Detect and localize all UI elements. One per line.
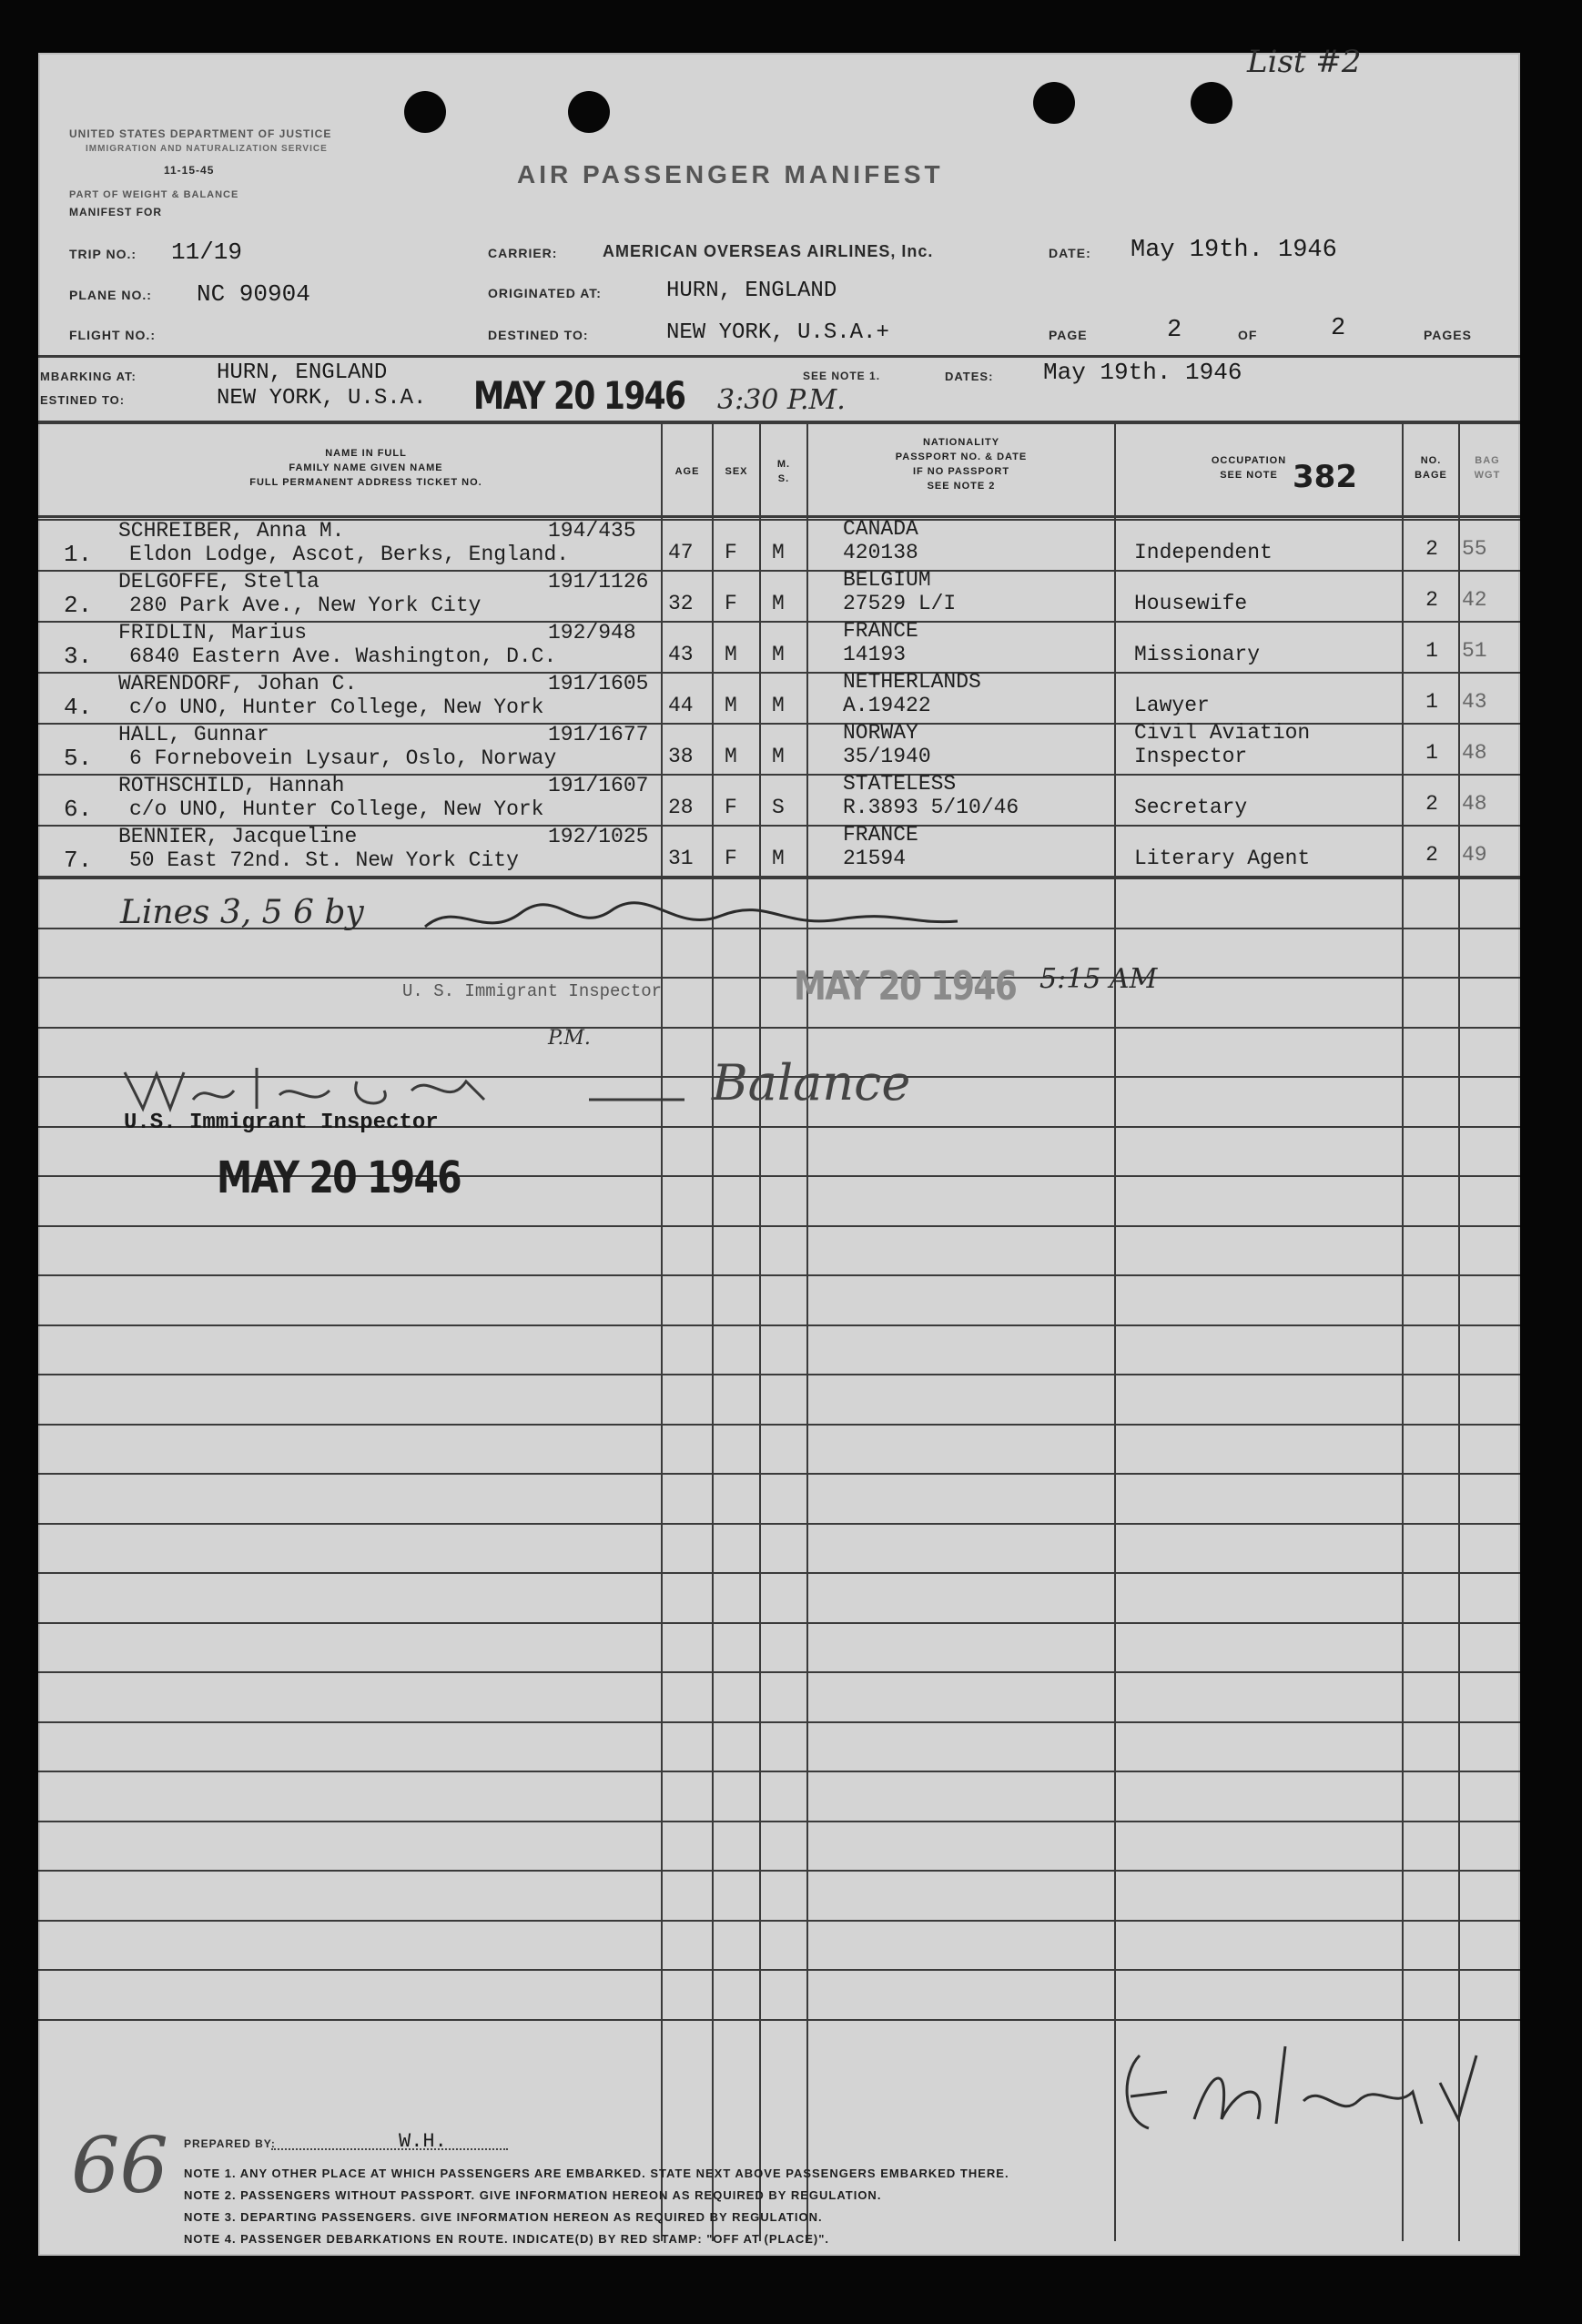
inspector-signature-top (421, 899, 967, 945)
page-label: PAGE (1049, 328, 1088, 342)
manifest-sheet (38, 44, 1520, 2256)
baggage-count-cell: 1 (1425, 690, 1438, 714)
permanent-address: 50 East 72nd. St. New York City (129, 848, 519, 872)
baggage-column-header (1404, 453, 1458, 482)
archive-number-handwriting: 66 (71, 2121, 168, 2210)
occupation-cell: Literary Agent (1134, 847, 1311, 870)
nationality-header-line: PASSPORT NO. & DATE (895, 452, 1028, 462)
column-divider (1458, 421, 1460, 2241)
permanent-address: 6840 Eastern Ave. Washington, D.C. (129, 644, 557, 668)
baggage-count-cell: 2 (1425, 843, 1438, 867)
column-divider (1402, 421, 1404, 2241)
pages-label: PAGES (1424, 328, 1472, 342)
passport-cell: 14193 (843, 643, 907, 666)
row-number: 3. (64, 643, 93, 670)
of-label: OF (1238, 328, 1258, 342)
age-cell: 43 (668, 643, 694, 666)
nationality-cell: STATELESS (843, 772, 957, 796)
plane-no-value: NC 90904 (197, 280, 310, 308)
punch-hole (568, 91, 610, 133)
marital-column-header (761, 457, 806, 486)
sex-cell: F (725, 592, 737, 615)
sex-cell: F (725, 796, 737, 819)
weight-header-line: WGT (1474, 470, 1501, 481)
note-2: NOTE 2. PASSENGERS WITHOUT PASSPORT. GIVE INFORMATION HEREON AS REQUIRED BY REGULATION. (184, 2188, 882, 2202)
prepared-by-label: PREPARED BY: (184, 2137, 276, 2150)
name-header-line: FAMILY NAME GIVEN NAME (289, 462, 443, 473)
punch-hole (1191, 82, 1232, 124)
baggage-weight-cell: 49 (1462, 843, 1487, 867)
name-header-line: NAME IN FULL (325, 448, 407, 459)
marital-status-cell: M (772, 694, 785, 717)
table-rule (38, 1771, 1520, 1772)
family-given-name: FRIDLIN, Marius (118, 621, 308, 644)
inspection-stamp-bottom: MAY 20 1946 (217, 1152, 461, 1203)
baggage-count-cell: 2 (1425, 588, 1438, 612)
see-note-1-label: SEE NOTE 1. (803, 370, 881, 382)
marital-header-line: S. (777, 473, 790, 484)
list-number-handwriting: List #2 (1247, 44, 1362, 80)
baggage-weight-cell: 51 (1462, 639, 1487, 663)
ticket-number: 191/1607 (548, 774, 649, 797)
originated-at-value: HURN, ENGLAND (666, 279, 837, 303)
table-rule (38, 1523, 1520, 1525)
note-1: NOTE 1. ANY OTHER PLACE AT WHICH PASSENGERS ARE EMBARKED. STATE NEXT ABOVE PASSENGERS EMBARKED THERE. (184, 2167, 1009, 2180)
sex-cell: M (725, 643, 737, 666)
destined-to-2-label: ESTINED TO: (40, 393, 126, 407)
table-rule (38, 1572, 1520, 1574)
trip-no-value: 11/19 (171, 238, 243, 266)
embarking-at-label: MBARKING AT: (40, 370, 137, 383)
date-value: May 19th. 1946 (1131, 237, 1337, 264)
page-value: 2 (1167, 317, 1182, 344)
nationality-cell: FRANCE (843, 823, 918, 847)
form-title: AIR PASSENGER MANIFEST (517, 160, 944, 188)
occupation-header-line: OCCUPATION (1211, 455, 1287, 466)
agency-line-2: IMMIGRATION AND NATURALIZATION SERVICE (86, 144, 328, 154)
weight-column-header (1460, 453, 1515, 482)
arrival-date-stamp: MAY 20 1946 (473, 373, 685, 418)
nationality-header-line: SEE NOTE 2 (927, 481, 996, 492)
age-cell: 28 (668, 796, 694, 819)
agency-line-1: UNITED STATES DEPARTMENT OF JUSTICE (69, 127, 332, 140)
flight-no-label: FLIGHT NO.: (69, 328, 156, 342)
inspector-label-top: U. S. Immigrant Inspector (402, 981, 663, 1001)
passport-cell: 21594 (843, 847, 907, 870)
marital-status-cell: M (772, 643, 785, 666)
nationality-cell: FRANCE (843, 619, 918, 643)
ticket-number: 194/435 (548, 519, 636, 543)
permanent-address: c/o UNO, Hunter College, New York (129, 797, 544, 821)
family-given-name: WARENDORF, Johan C. (118, 672, 358, 695)
occupation-number-stamp: 382 (1293, 459, 1357, 495)
sex-cell: F (725, 541, 737, 564)
of-value: 2 (1331, 315, 1346, 342)
sex-cell: M (725, 694, 737, 717)
table-rule (38, 1225, 1520, 1227)
column-divider (661, 421, 663, 2241)
ticket-number: 192/1025 (548, 825, 649, 848)
destined-to-value: NEW YORK, U.S.A.+ (666, 320, 889, 345)
date-label: DATE: (1049, 246, 1091, 260)
part-of-label: PART OF WEIGHT & BALANCE (69, 189, 239, 200)
destined-to-2-value: NEW YORK, U.S.A. (217, 386, 427, 411)
permanent-address: Eldon Lodge, Ascot, Berks, England. (129, 543, 570, 566)
baggage-count-cell: 2 (1425, 537, 1438, 561)
occupation-cell: Civil Aviation (1134, 721, 1311, 745)
permanent-address: c/o UNO, Hunter College, New York (129, 695, 544, 719)
sex-column-header: SEX (725, 466, 748, 477)
occupation-cell-line-2: Inspector (1134, 745, 1248, 768)
occupation-cell: Independent (1134, 541, 1273, 564)
baggage-weight-cell: 48 (1462, 792, 1487, 816)
table-rule (38, 1324, 1520, 1326)
table-rule (38, 1920, 1520, 1922)
lines-inspected-handwriting: Lines 3, 5 6 by (120, 894, 364, 931)
nationality-cell: NETHERLANDS (843, 670, 981, 694)
table-rule (38, 1374, 1520, 1375)
name-header-line: FULL PERMANENT ADDRESS TICKET NO. (249, 477, 482, 488)
permanent-address: 6 Fornebovein Lysaur, Oslo, Norway (129, 746, 557, 770)
ticket-number: 191/1677 (548, 723, 649, 746)
ticket-number: 191/1605 (548, 672, 649, 695)
punch-hole (1033, 82, 1075, 124)
occupation-cell: Missionary (1134, 643, 1261, 666)
table-rule (38, 1969, 1520, 1971)
baggage-count-cell: 1 (1425, 639, 1438, 663)
column-divider (1114, 421, 1116, 2241)
age-column-header: AGE (674, 466, 700, 477)
table-rule (38, 1027, 1520, 1029)
ticket-number: 192/948 (548, 621, 636, 644)
table-rule (38, 1671, 1520, 1673)
sex-cell: M (725, 745, 737, 768)
marital-status-cell: M (772, 592, 785, 615)
table-rule (38, 1622, 1520, 1624)
nationality-cell: BELGIUM (843, 568, 931, 592)
plane-no-label: PLANE NO.: (69, 288, 152, 302)
passport-cell: R.3893 5/10/46 (843, 796, 1019, 819)
table-rule (38, 878, 1520, 879)
punch-hole (404, 91, 446, 133)
table-rule (38, 1870, 1520, 1872)
table-rule (38, 1274, 1520, 1276)
baggage-weight-cell: 48 (1462, 741, 1487, 765)
prepared-by-line (271, 2148, 508, 2150)
table-rule (38, 1721, 1520, 1723)
note-4: NOTE 4. PASSENGER DEBARKATIONS EN ROUTE. INDICATE(D) BY RED STAMP: "OFF AT (PLACE)". (184, 2232, 830, 2246)
row-number: 1. (64, 541, 93, 568)
prepared-by-value: W.H. (399, 2130, 447, 2153)
row-number: 6. (64, 796, 93, 823)
age-cell: 31 (668, 847, 694, 870)
occupation-cell: Secretary (1134, 796, 1248, 819)
family-given-name: ROTHSCHILD, Hannah (118, 774, 345, 797)
destined-to-label: DESTINED TO: (488, 328, 589, 342)
column-divider (759, 421, 761, 2241)
family-given-name: BENNIER, Jacqueline (118, 825, 358, 848)
manifest-for-label: MANIFEST FOR (69, 206, 162, 218)
balance-handwriting: Balance (712, 1054, 911, 1111)
passport-cell: 27529 L/I (843, 592, 957, 615)
marital-status-cell: M (772, 745, 785, 768)
sex-cell: F (725, 847, 737, 870)
table-rule (38, 977, 1520, 979)
nationality-header-line: NATIONALITY (922, 437, 1000, 448)
age-cell: 47 (668, 541, 694, 564)
marital-header-line: M. (776, 459, 791, 470)
ticket-number: 191/1126 (548, 570, 649, 594)
passport-cell: 35/1940 (843, 745, 931, 768)
occupation-cell: Lawyer (1134, 694, 1210, 717)
row-number: 4. (64, 694, 93, 721)
nationality-column-header (808, 435, 1114, 493)
family-given-name: HALL, Gunnar (118, 723, 269, 746)
permanent-address: 280 Park Ave., New York City (129, 594, 482, 617)
table-rule (38, 2019, 1520, 2021)
trip-no-label: TRIP NO.: (69, 247, 137, 261)
baggage-count-cell: 1 (1425, 741, 1438, 765)
nationality-header-line: IF NO PASSPORT (912, 466, 1010, 477)
column-divider (806, 421, 808, 2241)
baggage-header-line: NO. (1420, 455, 1442, 466)
nationality-cell: NORWAY (843, 721, 918, 745)
pm-note: P.M. (548, 1027, 591, 1050)
table-rule (38, 1473, 1520, 1475)
baggage-weight-cell: 42 (1462, 588, 1487, 612)
arrival-time-handwriting: 3:30 P.M. (717, 384, 846, 416)
baggage-weight-cell: 55 (1462, 537, 1487, 561)
dates-value: May 19th. 1946 (1043, 359, 1242, 386)
marital-status-cell: M (772, 541, 785, 564)
age-cell: 38 (668, 745, 694, 768)
table-rule (38, 1424, 1520, 1426)
table-rule (38, 1821, 1520, 1822)
age-cell: 32 (668, 592, 694, 615)
divider (38, 355, 1520, 358)
carrier-value: AMERICAN OVERSEAS AIRLINES, Inc. (603, 242, 934, 260)
marital-status-cell: M (772, 847, 785, 870)
age-cell: 44 (668, 694, 694, 717)
note-3: NOTE 3. DEPARTING PASSENGERS. GIVE INFORMATION HEREON AS REQUIRED BY REGULATION. (184, 2210, 823, 2224)
family-given-name: DELGOFFE, Stella (118, 570, 319, 594)
dates-label: DATES: (945, 370, 994, 383)
baggage-header-line: BAGE (1415, 470, 1447, 481)
baggage-count-cell: 2 (1425, 792, 1438, 816)
column-divider (712, 421, 714, 2241)
marital-status-cell: S (772, 796, 785, 819)
form-date: 11-15-45 (164, 164, 215, 177)
embarking-at-value: HURN, ENGLAND (217, 360, 388, 385)
occupation-cell: Housewife (1134, 592, 1248, 615)
carrier-label: CARRIER: (488, 246, 558, 260)
occupation-header-line: SEE NOTE (1220, 470, 1278, 481)
row-number: 2. (64, 592, 93, 619)
nationality-cell: CANADA (843, 517, 918, 541)
e-stewart-signature (1112, 2028, 1495, 2146)
family-given-name: SCHREIBER, Anna M. (118, 519, 345, 543)
table-top-border (38, 421, 1520, 424)
row-number: 7. (64, 847, 93, 874)
originated-at-label: ORIGINATED AT: (488, 286, 602, 300)
inspection-stamp-top: MAY 20 1946 (794, 963, 1017, 1010)
baggage-weight-cell: 43 (1462, 690, 1487, 714)
passport-cell: 420138 (843, 541, 918, 564)
inspection-time-top: 5:15 AM (1039, 963, 1158, 995)
name-column-header (111, 446, 621, 490)
weight-header-line: BAG (1475, 455, 1500, 466)
passport-cell: A.19422 (843, 694, 931, 717)
table-header-border (38, 515, 1520, 518)
row-number: 5. (64, 745, 93, 772)
inspector-label: U.S. Immigrant Inspector (124, 1111, 439, 1135)
